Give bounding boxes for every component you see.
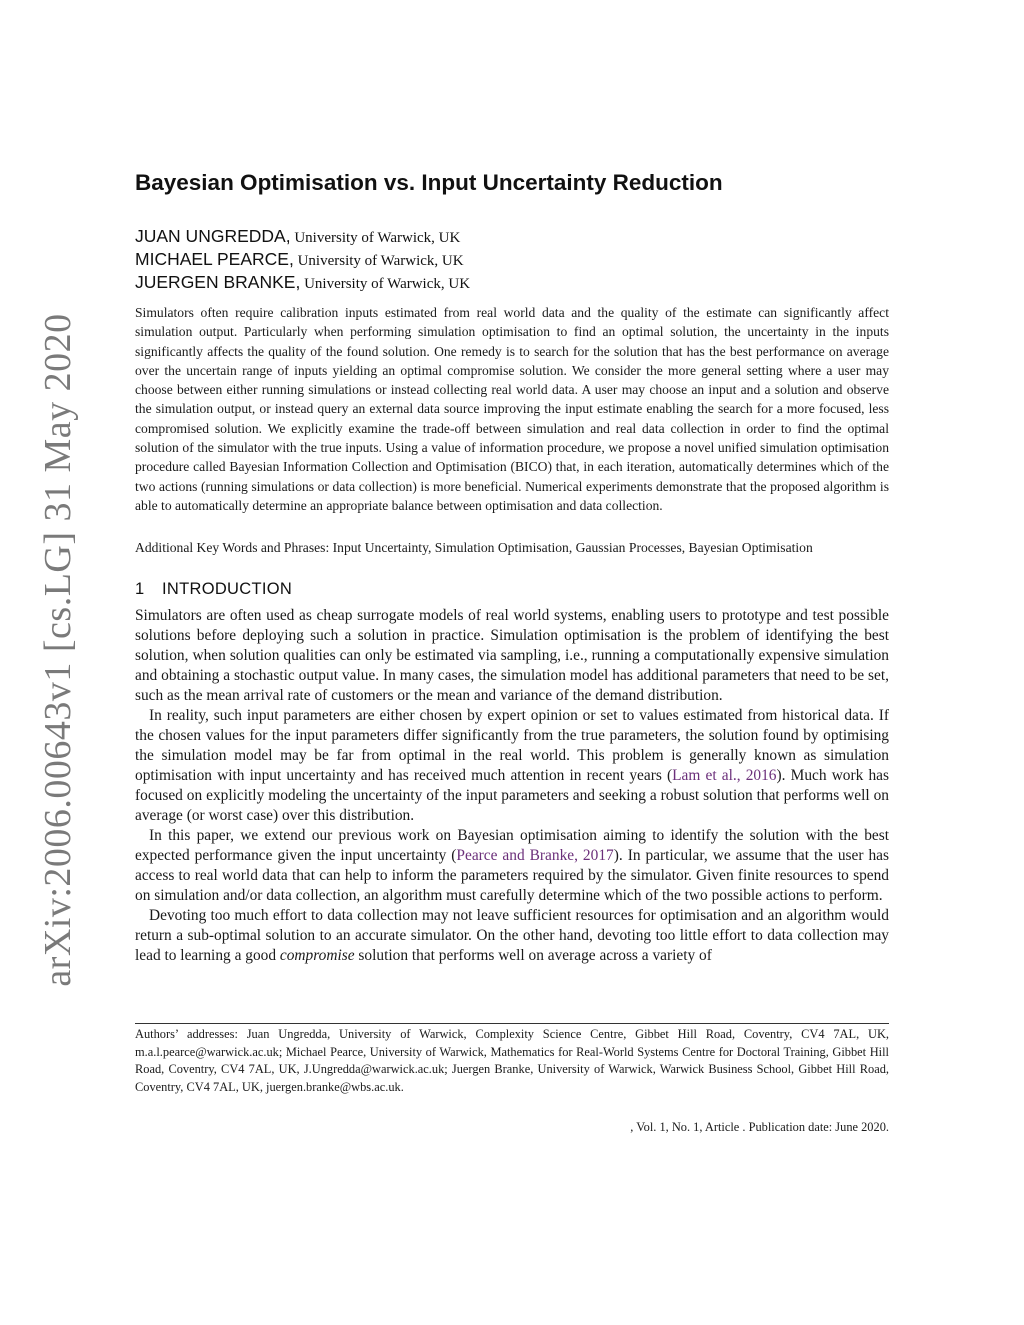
author-addresses-footnote: Authors’ addresses: Juan Ungredda, University of Warwick, Complexity Science Centre, Gibbet Hill Road, Coventry, CV4 7AL, UK, m.a.l.pearce@warwick.ac.uk; Michael Pearce, University of Warwick, Mathematics for Real-World Systems Centre for Doctoral Training, Gibbet Hill Road, Coventry, CV4 7AL, UK, J.Ungredda@warwick.ac.uk; Juergen Branke, University of Warwick, Warwick Business School, Gibbet Hill Road, Coventry, CV4 7AL, UK, juergen.branke@wbs.ac.uk. [135, 1027, 889, 1094]
footnote-divider [135, 1023, 889, 1024]
author-entry [135, 225, 889, 248]
abstract: Simulators often require calibration inputs estimated from real world data and the quality of the estimate can significantly affect simulation output. Particularly when performing simulation optimisation to find an optimal solution, the uncertainty in the inputs significantly affects the quality of the found solution. One remedy is to search for the solution that has the best performance on average over the uncertain range of inputs yielding an optimal compromise solution. We consider the more general setting where a user may choose between either running simulations or instead collecting real world data. A user may choose an input and a solution and observe the simulation output, or instead query an external data source improving the input estimate enabling the search for a more focused, less compromised solution. We explicitly examine the trade-off between simulation and real data collection in order to find the optimal solution of the simulator with the true inputs. Using a value of information procedure, we propose a novel unified simulation optimisation procedure called Bayesian Information Collection and Optimisation (BICO) that, in each iteration, automatically determines which of the two actions (running simulations or data collection) is more beneficial. Numerical experiments demonstrate that the proposed algorithm is able to automatically determine an appropriate balance between optimisation and data collection. [135, 305, 889, 513]
section-title: INTRODUCTION [162, 580, 293, 598]
emphasis-text: compromise [279, 947, 355, 964]
paragraph [135, 706, 889, 826]
author-affiliation: University of Warwick, UK [300, 276, 471, 292]
author-entry [135, 248, 889, 271]
paragraph: Simulators are often used as cheap surrogate models of real world systems, enabling users to prototype and test possible solutions before deploying such a solution in practice. Simulation optimisation is the problem of identifying the best solution, when solution qualities can only be estimated via sampling, i.e., running a computationally expensive simulation and obtaining a stochastic output value. In many cases, the simulation model has additional parameters that need to be set, such as the mean arrival rate of customers or the mean and variance of the demand distribution. [135, 607, 889, 704]
citation-link[interactable]: Pearce and Branke, 2017 [456, 847, 614, 864]
paragraph-text: ). In particular, we assume that the user has access to real world data that can help to inform the parameters required by the simulator. Given finite resources to spend on simulation and/or data collection, an algorithm must carefully determine which of the two possible actions to perform. [135, 847, 889, 904]
author-name: JUERGEN BRANKE, [135, 272, 301, 292]
paper-title: Bayesian Optimisation vs. Input Uncertainty Reduction [135, 170, 723, 195]
arxiv-identifier-stamp: arXiv:2006.00643v1 [cs.LG] 31 May 2020 [37, 313, 79, 987]
citation-link[interactable]: Lam et al., 2016 [672, 767, 777, 784]
keywords: Additional Key Words and Phrases: Input Uncertainty, Simulation Optimisation, Gaussian Processes, Bayesian Optimisation [135, 540, 813, 555]
author-affiliation: University of Warwick, UK [293, 253, 464, 269]
paragraph-text: solution that performs well on average across a variety of [354, 947, 712, 964]
author-name: MICHAEL PEARCE, [135, 249, 294, 269]
introduction-body [135, 606, 889, 966]
paragraph [135, 826, 889, 906]
paragraph-text: In this paper, we extend our previous work on Bayesian optimisation aiming to identify the solution with the best expected performance given the input uncertainty ( [135, 827, 889, 864]
section-number: 1 [135, 580, 145, 598]
paragraph [135, 906, 889, 966]
author-list [135, 225, 889, 294]
paragraph-text: ). Much work has focused on explicitly modeling the uncertainty of the input parameters and seeking a robust solution that performs well on average (or worst case) over this distribution. [135, 767, 889, 824]
author-entry [135, 271, 889, 294]
paragraph-text: Devoting too much effort to data collection may not leave sufficient resources for optimisation and an algorithm would return a sub-optimal solution to an accurate simulator. On the other hand, devoting too little effort to data collection may lead to learning a good [135, 907, 889, 964]
author-affiliation: University of Warwick, UK [290, 230, 461, 246]
section-heading [135, 580, 889, 599]
paragraph-text: In reality, such input parameters are either chosen by expert opinion or set to values estimated from historical data. If the chosen values for the input parameters differ significantly from the true parameters, the solution found by optimising the simulation model may be far from optimal in the real world. This problem is generally known as simulation optimisation with input uncertainty and has received much attention in recent years ( [135, 707, 889, 784]
author-name: JUAN UNGREDDA, [135, 226, 291, 246]
publication-footer: , Vol. 1, No. 1, Article . Publication date: June 2020. [630, 1120, 889, 1134]
